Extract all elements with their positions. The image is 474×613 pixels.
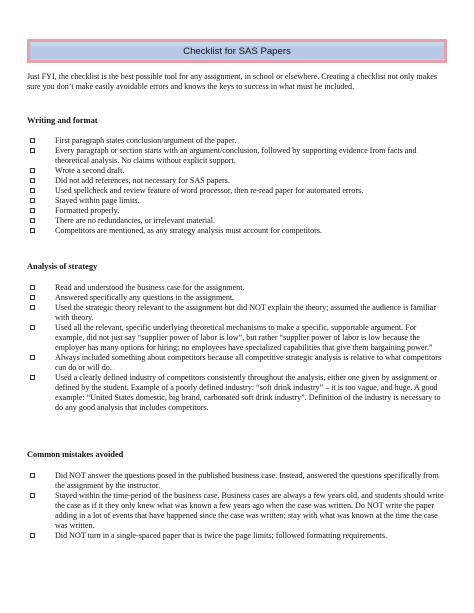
checklist-item <box>27 373 447 413</box>
checklist-item-text: Stayed within the time-period of the business case. Business cases are always a few years old, and students should write the case as if it they only knew what was known a few years ago when the case was written. Do NOT write the paper adding in a lot of events that have happened since the case was written; stay with what was known at the time the case was written. <box>55 491 444 530</box>
checklist-item-text: First paragraph states conclusion/argument of the paper. <box>55 136 237 145</box>
checklist-item-text: Used all the relevant, specific underlying theoretical mechanisms to make a specific, supportable argument. For example, did not just say “supplier power of labor is low”, but rather “supplier power of labor is low because the employer has many options for hiring; no employees have specialized capabilities that give them bargaining power.” <box>55 323 433 352</box>
checklist-item-text: Did not add references, not necessary for SAS papers. <box>55 176 230 185</box>
checklist-item-text: Every paragraph or section starts with an argument/conclusion, followed by supporting evidence from facts and theoretical analysis. No claims without explicit support. <box>55 146 417 165</box>
checkbox-icon[interactable] <box>30 493 35 498</box>
document-title: Checklist for SAS Papers <box>183 46 291 57</box>
checklist-item <box>27 196 447 206</box>
checklist-item <box>27 491 447 531</box>
checkbox-icon[interactable] <box>30 168 35 173</box>
checklist-item <box>27 293 447 303</box>
section-heading-writing-format: Writing and format <box>27 116 98 125</box>
title-banner <box>27 39 447 63</box>
checklist-item <box>27 206 447 216</box>
checklist-item-text: Did NOT turn in a single-spaced paper that is twice the page limits; followed formatting requirements. <box>55 531 388 540</box>
checklist-item <box>27 226 447 236</box>
checklist-common-mistakes <box>27 471 447 541</box>
checklist-item <box>27 303 447 323</box>
checkbox-icon[interactable] <box>30 138 35 143</box>
checklist-item <box>27 353 447 373</box>
checklist-item-text: Used a clearly defined industry of competitors consistently throughout the analysis, either one given by assignment or defined by the student. Example of a poorly defined industry: “soft drink industry” – it is too vague, and huge. A good example: “United States domestic, big brand, carbonated soft drink industry”. Definition of the industry is necessary to do any good analysis that includes competitors. <box>55 373 441 412</box>
checkbox-icon[interactable] <box>30 295 35 300</box>
checkbox-icon[interactable] <box>30 533 35 538</box>
checkbox-icon[interactable] <box>30 148 35 153</box>
checklist-item <box>27 136 447 146</box>
checkbox-icon[interactable] <box>30 285 35 290</box>
checklist-analysis-strategy <box>27 283 447 413</box>
checkbox-icon[interactable] <box>30 375 35 380</box>
checkbox-icon[interactable] <box>30 188 35 193</box>
checklist-item <box>27 166 447 176</box>
checklist-item <box>27 146 447 166</box>
checkbox-icon[interactable] <box>30 178 35 183</box>
checkbox-icon[interactable] <box>30 325 35 330</box>
checklist-item <box>27 216 447 226</box>
checklist-item-text: There are no redundancies, or irrelevant material. <box>55 216 215 225</box>
checkbox-icon[interactable] <box>30 305 35 310</box>
checklist-item-text: Used spellcheck and review feature of word processor, then re-read paper for automated errors. <box>55 186 364 195</box>
checklist-item-text: Stayed within page limits. <box>55 196 140 205</box>
checklist-item-text: Used the strategic theory relevant to the assignment but did NOT explain the theory; assumed the audience is familiar with theory. <box>55 303 437 322</box>
checklist-item-text: Read and understood the business case for the assignment. <box>55 283 245 292</box>
checklist-item-text: Answered specifically any questions in the assignment. <box>55 293 235 302</box>
checklist-item <box>27 531 447 541</box>
checkbox-icon[interactable] <box>30 473 35 478</box>
checklist-item-text: Competitors are mentioned, as any strategy analysis must account for competitors. <box>55 226 323 235</box>
checklist-item <box>27 323 447 353</box>
checklist-item-text: Always included something about competitors because all competitive strategic analysis is relative to what competitors can do or will do. <box>55 353 442 372</box>
checkbox-icon[interactable] <box>30 228 35 233</box>
checklist-item <box>27 176 447 186</box>
intro-paragraph: Just FYI, the checklist is the best possible tool for any assignment, in school or elsewhere. Creating a checklist not only makes sure you don’t make easily avoidable errors and knows the keys to success in what must be included. <box>27 72 438 91</box>
checkbox-icon[interactable] <box>30 198 35 203</box>
section-heading-analysis-strategy: Analysis of strategy <box>27 262 98 271</box>
checklist-item <box>27 283 447 293</box>
section-heading-common-mistakes: Common mistakes avoided <box>27 450 124 459</box>
checkbox-icon[interactable] <box>30 355 35 360</box>
checklist-item <box>27 186 447 196</box>
checkbox-icon[interactable] <box>30 208 35 213</box>
checklist-item-text: Formatted properly. <box>55 206 120 215</box>
checkbox-icon[interactable] <box>30 218 35 223</box>
checklist-item-text: Did NOT answer the questions posed in the published business case. Instead, answered the questions specifically from the assignment by the instructor. <box>55 471 439 490</box>
checklist-writing-format <box>27 136 447 236</box>
checklist-item-text: Wrote a second draft. <box>55 166 125 175</box>
checklist-item <box>27 471 447 491</box>
